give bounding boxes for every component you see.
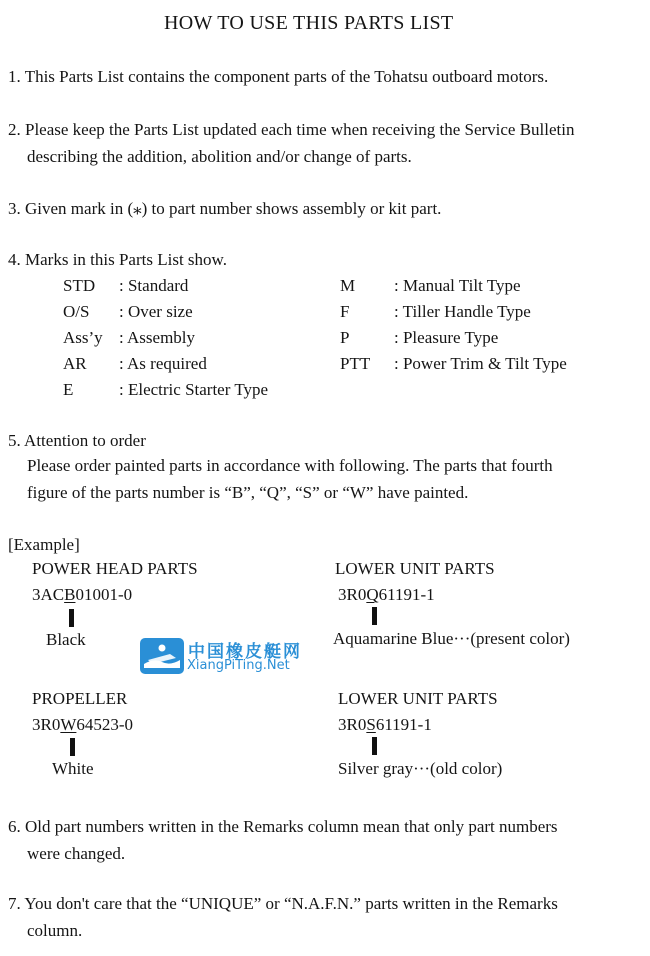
mark-code: STD [63, 276, 96, 295]
paint-color: White [52, 759, 94, 778]
mark-desc: : Power Trim & Tilt Type [394, 354, 567, 373]
watermark-cn-text: 中国橡皮艇网 [188, 642, 302, 662]
example-label: [Example] [8, 535, 80, 554]
pointer-bar [70, 738, 75, 756]
watermark-en-text: XiangPiTing.Net [187, 658, 290, 673]
mark-desc: : As required [119, 354, 207, 373]
mark-desc: : Tiller Handle Type [394, 302, 531, 321]
paint-color: Black [46, 630, 86, 649]
paint-color: Aquamarine Blue···(present color) [333, 629, 570, 648]
boat-logo-icon [140, 638, 184, 674]
item-4: 4. Marks in this Parts List show. [8, 250, 227, 269]
mark-code: Ass’y [63, 328, 103, 347]
example-heading: LOWER UNIT PARTS [335, 559, 495, 578]
item-3: 3. Given mark in (⁎) to part number shows assembly or kit part. [8, 199, 442, 218]
page-title: HOW TO USE THIS PARTS LIST [164, 12, 454, 34]
mark-code: E [63, 380, 74, 399]
example-heading: PROPELLER [32, 689, 128, 708]
mark-code: M [340, 276, 356, 295]
mark-code: P [340, 328, 350, 347]
paint-color: Silver gray···(old color) [338, 759, 503, 778]
mark-desc: : Over size [119, 302, 193, 321]
mark-desc: : Assembly [119, 328, 196, 347]
item-5-line-2: Please order painted parts in accordance with following. The parts that fourth [27, 456, 553, 475]
mark-code: AR [63, 354, 87, 373]
mark-code: O/S [63, 302, 90, 321]
item-7-line-2: column. [27, 921, 83, 940]
part-number: 3ACB01001-0 [32, 585, 133, 604]
part-number: 3R0W64523-0 [32, 715, 134, 734]
mark-desc: : Electric Starter Type [119, 380, 269, 399]
mark-desc: : Manual Tilt Type [394, 276, 521, 295]
example-heading: POWER HEAD PARTS [32, 559, 198, 578]
example-heading: LOWER UNIT PARTS [338, 689, 498, 708]
mark-desc: : Pleasure Type [394, 328, 499, 347]
item-6-line-1: 6. Old part numbers written in the Remarks column mean that only part numbers [8, 817, 558, 836]
item-2-line-2: describing the addition, abolition and/or change of parts. [27, 147, 412, 166]
pointer-bar [372, 607, 377, 625]
mark-code: PTT [340, 354, 371, 373]
item-2-line-1: 2. Please keep the Parts List updated each time when receiving the Service Bulletin [8, 120, 575, 139]
part-number: 3R0S61191-1 [338, 715, 432, 734]
paint-code-char: B [64, 585, 76, 604]
item-1: 1. This Parts List contains the component parts of the Tohatsu outboard motors. [8, 67, 549, 86]
item-6-line-2: were changed. [27, 844, 126, 863]
pointer-bar [372, 737, 377, 755]
item-5-line-3: figure of the parts number is “B”, “Q”, “S” or “W” have painted. [27, 483, 469, 502]
mark-desc: : Standard [119, 276, 189, 295]
part-number: 3R0Q61191-1 [338, 585, 435, 604]
mark-code: F [340, 302, 350, 321]
paint-code-char: W [60, 715, 77, 734]
item-7-line-1: 7. You don't care that the “UNIQUE” or “N.A.F.N.” parts written in the Remarks [8, 894, 558, 913]
paint-code-char: S [366, 715, 376, 734]
paint-code-char: Q [366, 585, 379, 604]
pointer-bar [69, 609, 74, 627]
item-5-line-1: 5. Attention to order [8, 431, 146, 450]
